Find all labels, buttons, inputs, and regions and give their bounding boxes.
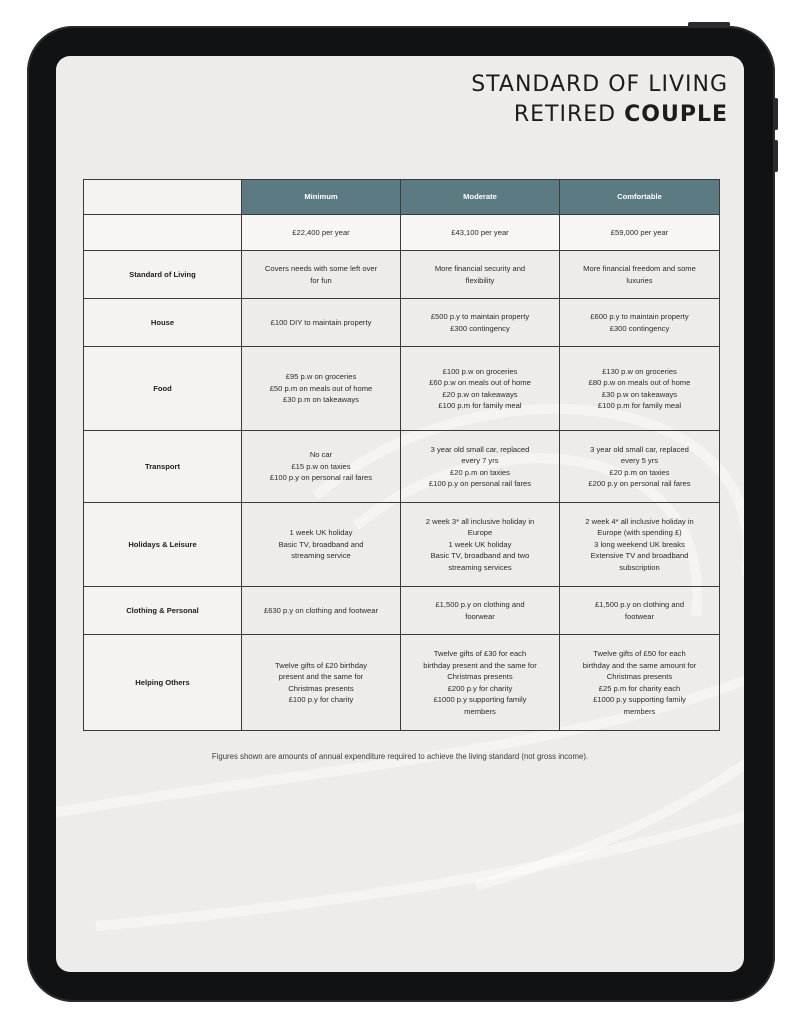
row-label: Transport [84, 431, 242, 503]
cell-line: Twelve gifts of £30 for each [433, 649, 527, 658]
cell-line: £1000 p.y supporting family [433, 695, 527, 704]
cell-line: Christmas presents [288, 683, 354, 693]
cell-line: £300 contingency [450, 323, 510, 333]
cell-line: £100 p.m for family meal [597, 401, 682, 410]
cell-line: every 5 yrs [620, 456, 659, 465]
table-row [84, 347, 720, 431]
cell-line: £43,100 per year [451, 227, 509, 237]
table-cell [242, 635, 401, 731]
cell-line: £20 p.w on takeaways [442, 389, 518, 399]
cell-line: streaming service [291, 551, 351, 561]
cell-line: Twelve gifts of £20 birthday [274, 660, 368, 670]
table-cell [242, 347, 401, 431]
tablet-volume-down-button [774, 140, 778, 172]
table-cell [242, 503, 401, 587]
cell-line: birthday and the same amount for [582, 660, 697, 670]
cell-line: £200 p.y for charity [447, 683, 513, 693]
cell-line: £50 p.m on meals out of home [269, 383, 373, 393]
header-blank-cell [84, 180, 242, 215]
cell-line: £600 p.y to maintain property [590, 312, 689, 321]
cell-line: 2 week 3* all inclusive holiday in [425, 516, 535, 526]
cell-line: £500 p.y to maintain property [430, 312, 530, 321]
table-cell [560, 215, 720, 251]
cell-line: £20 p.m on taxies [609, 467, 670, 477]
cell-line: footwear [624, 611, 655, 621]
cell-line: No car [309, 450, 333, 460]
living-standards-table [83, 179, 720, 731]
table-row [84, 587, 720, 635]
table-cell [560, 299, 720, 347]
cell-line: £100 p.y for charity [288, 695, 354, 704]
cell-line: Europe [467, 528, 493, 538]
cell-line: luxuries [626, 275, 653, 285]
cell-line: £200 p.y on personal rail fares [588, 479, 691, 488]
row-label: Helping Others [84, 635, 242, 731]
cell-line: £630 p.y on clothing and footwear [264, 605, 378, 615]
cell-line: More financial security and [434, 264, 526, 273]
cell-line: Europe (with spending £) [597, 528, 682, 538]
cell-line: £59,000 per year [610, 227, 669, 237]
cell-line: £1000 p.y supporting family [593, 695, 686, 704]
cell-line: members [464, 706, 496, 716]
table-cell [242, 299, 401, 347]
table-row [84, 431, 720, 503]
cell-line: £100 p.w on groceries [442, 366, 518, 376]
cell-line: £15 p.w on taxies [291, 461, 351, 471]
row-label: Standard of Living [84, 251, 242, 299]
cell-line: £60 p.w on meals out of home [429, 378, 531, 387]
cell-line: flexibility [465, 275, 495, 285]
row-label: Food [84, 347, 242, 431]
cell-line: £1,500 p.y on clothing and [594, 600, 685, 609]
table-cell [401, 635, 560, 731]
cell-line: 2 week 4* all inclusive holiday in [585, 516, 694, 526]
table-cell [560, 251, 720, 299]
table-row [84, 503, 720, 587]
table-cell [401, 299, 560, 347]
cell-line: 3 year old small car, replaced [430, 444, 530, 454]
table-header-row [84, 180, 720, 215]
table-cell [560, 503, 720, 587]
table-row [84, 251, 720, 299]
cell-line: birthday present and the same for [423, 660, 537, 670]
cell-line: £100 p.y on personal rail fares [269, 473, 373, 483]
cell-line: £300 contingency [609, 323, 670, 333]
cell-line: members [623, 706, 656, 716]
cell-line: Extensive TV and broadband [590, 551, 689, 561]
table-cell [242, 431, 401, 503]
table-body [84, 215, 720, 731]
table-row [84, 215, 720, 251]
table-cell [401, 215, 560, 251]
table-cell [242, 215, 401, 251]
title-line-2 [471, 100, 728, 130]
cell-line: 1 week UK holiday [289, 528, 353, 538]
table-row [84, 635, 720, 731]
cell-line: Christmas presents [447, 672, 513, 681]
cell-line: Twelve gifts of £50 for each [593, 649, 686, 658]
cell-line: subscription [619, 562, 660, 572]
cell-line: £20 p.m on taxies [450, 467, 510, 477]
title-retired: RETIRED [513, 102, 617, 127]
cell-line: £30 p.w on takeaways [601, 389, 678, 399]
cell-line: £100 p.m for family meal [438, 401, 522, 410]
cell-line: £130 p.w on groceries [602, 366, 677, 376]
header-minimum: Minimum [242, 180, 401, 215]
cell-line: Christmas presents [606, 672, 673, 681]
row-label: House [84, 299, 242, 347]
table-cell [242, 251, 401, 299]
footnote: Figures shown are amounts of annual expenditure required to achieve the living standard (not gross income). [211, 752, 589, 761]
cell-line: present and the same for [278, 672, 364, 681]
cell-line: for fun [310, 275, 332, 285]
cell-line: £80 p.w on meals out of home [588, 378, 691, 387]
cell-line: 1 week UK holiday [448, 539, 512, 549]
cell-line: £100 p.y on personal rail fares [428, 479, 532, 488]
title-line-1: STANDARD OF LIVING [471, 72, 728, 97]
table-cell [401, 251, 560, 299]
table-row [84, 299, 720, 347]
table-cell [242, 587, 401, 635]
cell-line: £30 p.m on takeaways [283, 395, 359, 405]
row-label: Clothing & Personal [84, 587, 242, 635]
table-cell [401, 503, 560, 587]
tablet-screen [56, 56, 744, 972]
cell-line: £1,500 p.y on clothing and [435, 600, 525, 609]
cell-line: Basic TV, broadband and two [430, 551, 530, 561]
cell-line: 3 year old small car, replaced [590, 444, 689, 454]
title-couple: COUPLE [624, 102, 728, 127]
cell-line: £95 p.w on groceries [285, 372, 357, 382]
cell-line: £22,400 per year [292, 227, 350, 237]
header-moderate: Moderate [401, 180, 560, 215]
header-comfortable: Comfortable [560, 180, 720, 215]
cell-line: Covers needs with some left over [264, 264, 378, 273]
table-cell [401, 347, 560, 431]
row-label: Holidays & Leisure [84, 503, 242, 587]
table-cell [401, 431, 560, 503]
tablet-top-button [688, 22, 730, 27]
cell-line: £100 DIY to maintain property [270, 317, 372, 327]
tablet-volume-up-button [774, 98, 778, 130]
row-label [84, 215, 242, 251]
table-cell [560, 431, 720, 503]
cell-line: foorwear [465, 611, 495, 621]
cell-line: More financial freedom and some [583, 264, 696, 273]
cell-line: streaming services [448, 562, 512, 572]
cell-line: 3 long weekend UK breaks [594, 539, 685, 549]
table-cell [560, 347, 720, 431]
table-cell [560, 587, 720, 635]
cell-line: every 7 yrs [461, 456, 499, 465]
cell-line: Basic TV, broadband and [278, 539, 364, 549]
table-cell [560, 635, 720, 731]
page-title [471, 70, 728, 130]
cell-line: £25 p.m for charity each [598, 683, 681, 693]
table-cell [401, 587, 560, 635]
